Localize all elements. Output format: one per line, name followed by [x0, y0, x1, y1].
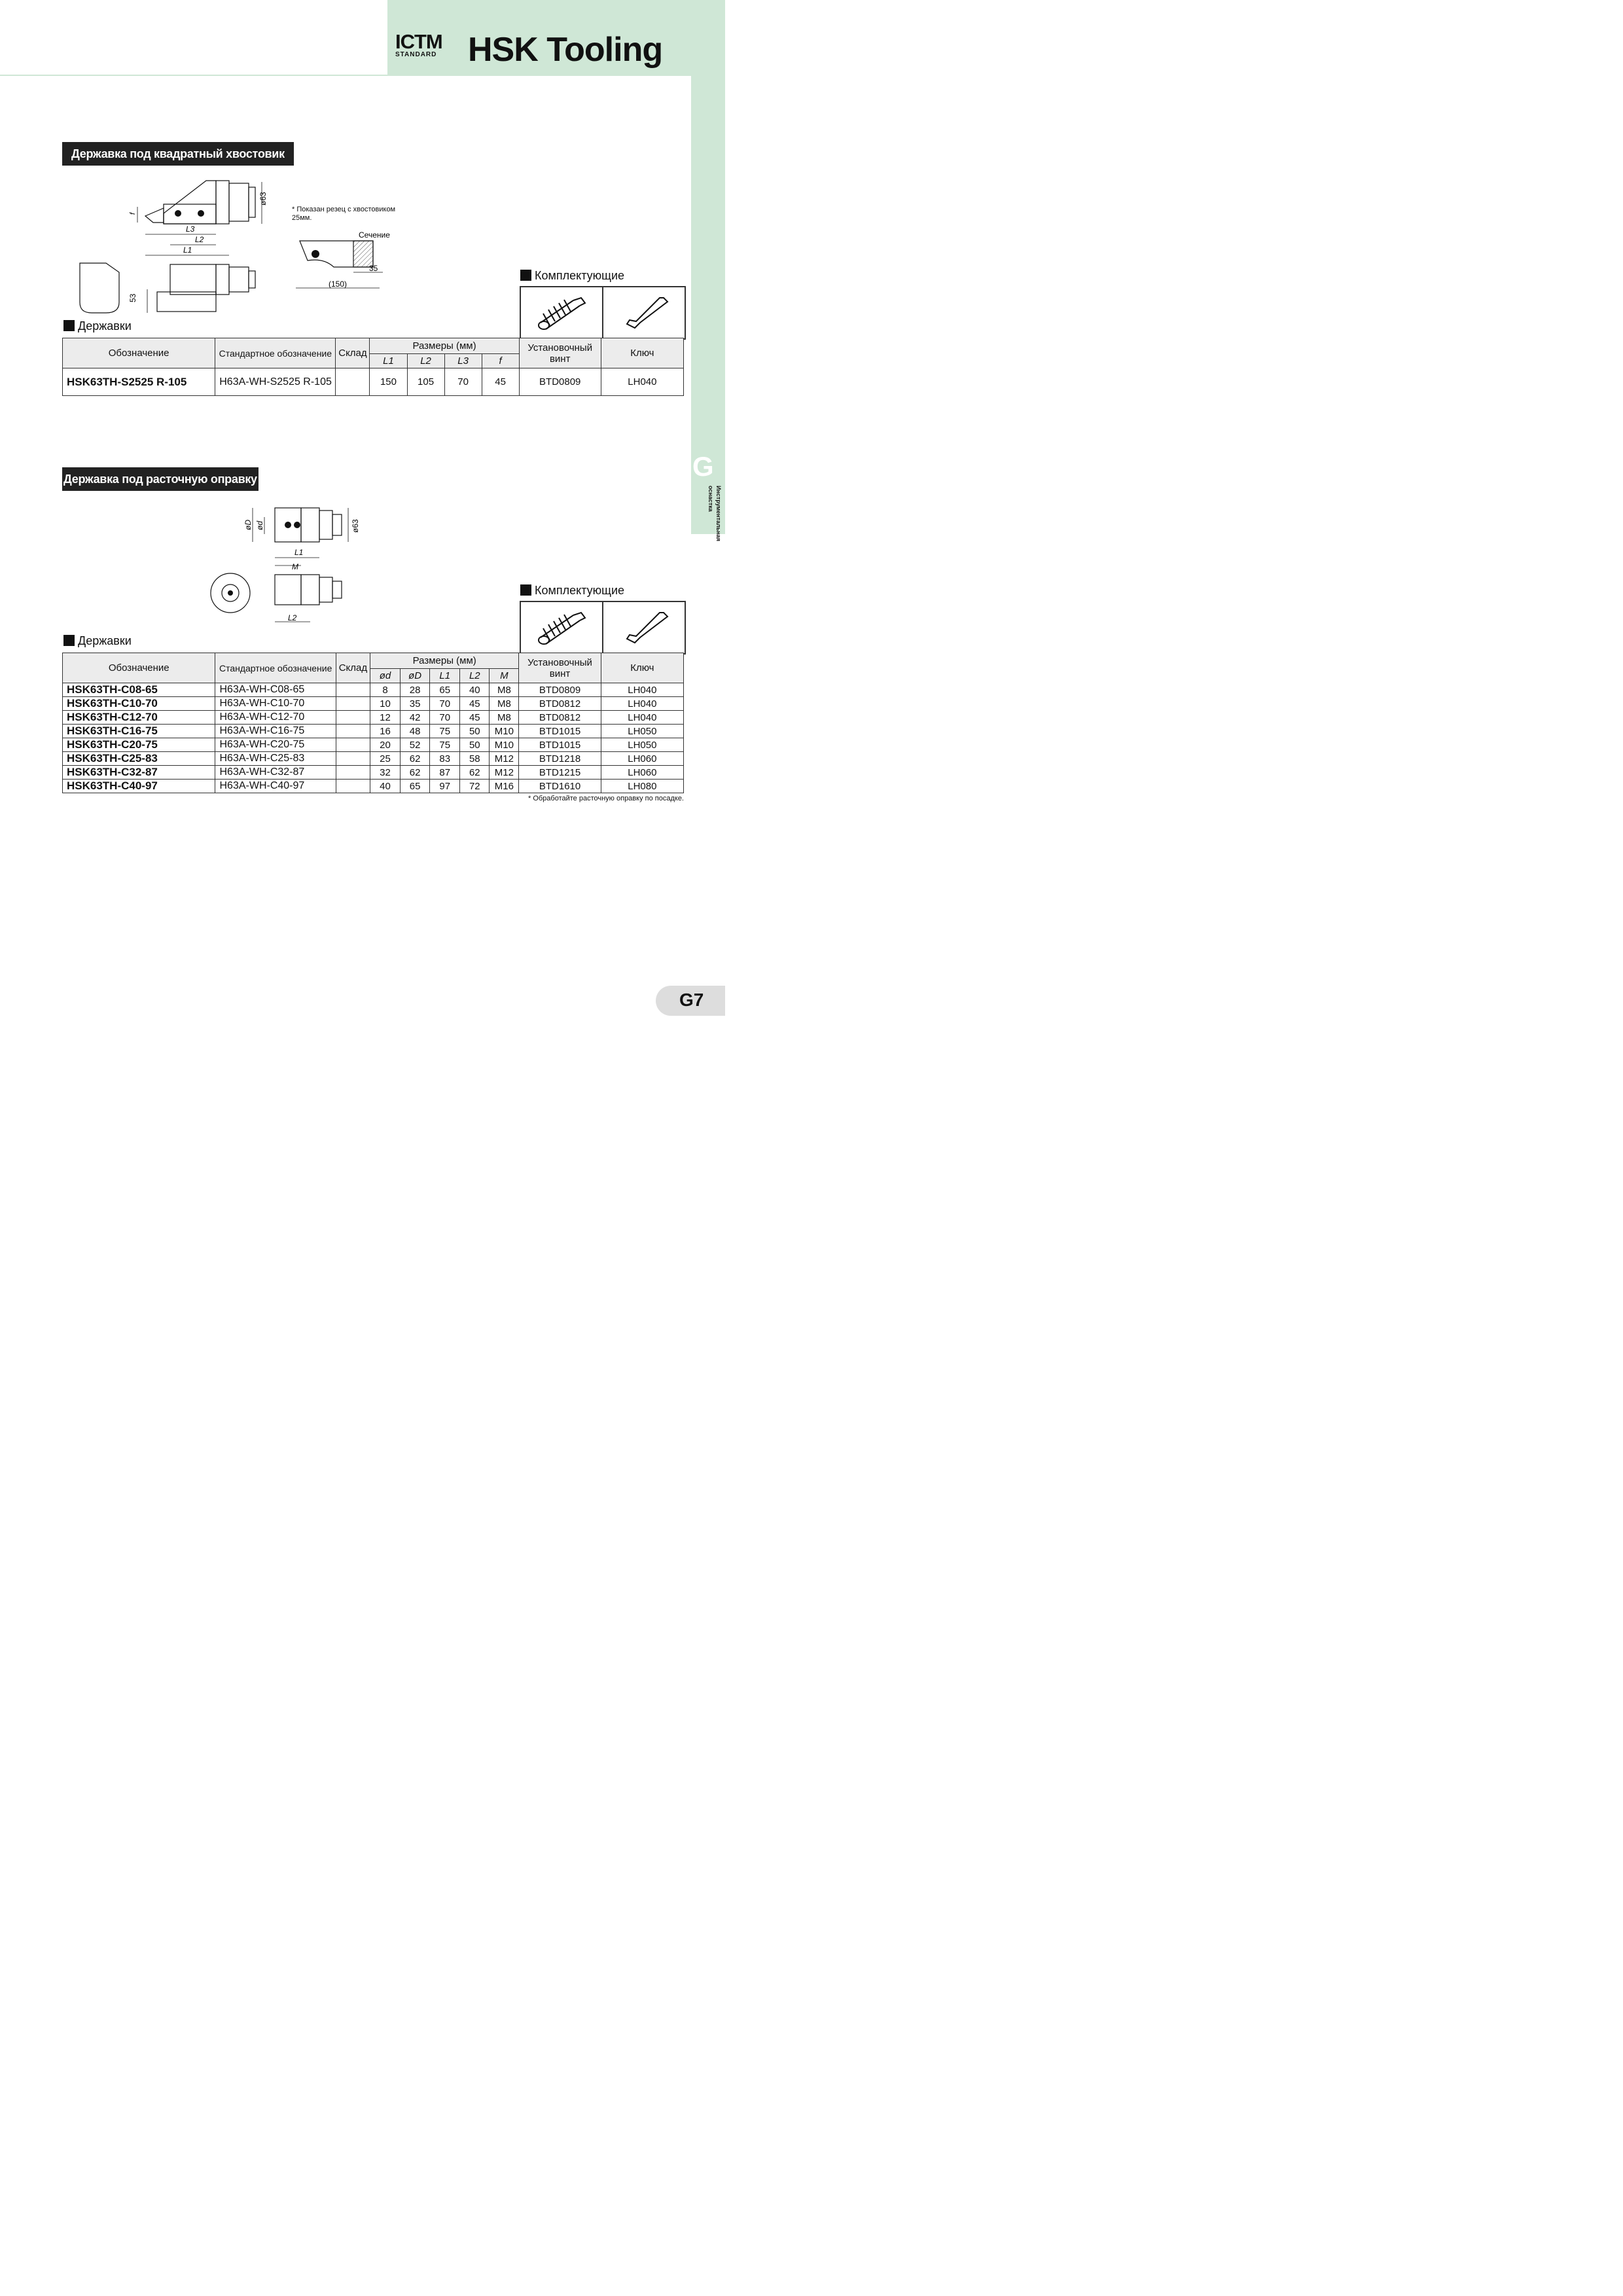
row-phi-d-inner: 32 — [370, 766, 400, 780]
row-key: LH050 — [601, 725, 683, 738]
row-phi-d-outer: 35 — [401, 697, 430, 711]
section-view-label: Сечение — [359, 230, 390, 240]
row-l2: 50 — [460, 725, 490, 738]
col-phi-d-outer: øD — [401, 669, 430, 683]
row-l2: 62 — [460, 766, 490, 780]
row-designation: HSK63TH-C40-97 — [63, 780, 215, 793]
row-m: M16 — [490, 780, 519, 793]
holders-table-1 — [62, 338, 684, 396]
brand-logo — [395, 30, 467, 59]
col-m: M — [490, 669, 519, 683]
table-row — [63, 766, 684, 780]
hex-key-icon — [619, 609, 671, 647]
row-phi-d-inner: 12 — [370, 711, 400, 725]
row-m: M12 — [490, 752, 519, 766]
col-std-designation: Стандартное обозначение — [215, 338, 336, 368]
table-row — [63, 752, 684, 766]
row-std-designation: H63A-WH-C40-97 — [215, 780, 336, 793]
row-designation: HSK63TH-C20-75 — [63, 738, 215, 752]
row-stock — [336, 738, 370, 752]
row-stock — [336, 683, 370, 697]
row-l2: 45 — [460, 711, 490, 725]
col-l1: L1 — [370, 354, 407, 368]
row-l2: 72 — [460, 780, 490, 793]
row-key: LH080 — [601, 780, 683, 793]
row-screw: BTD1015 — [519, 738, 601, 752]
row-phi-d-inner: 16 — [370, 725, 400, 738]
row-phi-d-outer: 48 — [401, 725, 430, 738]
dim-l2: L2 — [288, 613, 297, 622]
row-designation: HSK63TH-C25-83 — [63, 752, 215, 766]
row-std-designation: H63A-WH-C16-75 — [215, 725, 336, 738]
row-m: M8 — [490, 683, 519, 697]
row-designation: HSK63TH-C32-87 — [63, 766, 215, 780]
dim-l1: L1 — [294, 548, 304, 557]
dim-150: (150) — [329, 279, 348, 289]
table-row: HSK63TH-S2525 R-105 H63A-WH-S2525 R-105 150 105 70 45 BTD0809 LH040 — [63, 368, 684, 396]
accessory-images-2 — [520, 601, 686, 655]
row-key: LH060 — [601, 752, 683, 766]
row-screw: BTD0812 — [519, 711, 601, 725]
col-l2: L2 — [407, 354, 444, 368]
row-m: M10 — [490, 738, 519, 752]
row-std-designation: H63A-WH-C12-70 — [215, 711, 336, 725]
holders-table-2 — [62, 653, 684, 793]
col-l1: L1 — [430, 669, 460, 683]
row-screw: BTD1610 — [519, 780, 601, 793]
row-std-designation: H63A-WH-C20-75 — [215, 738, 336, 752]
dim-35: 35 — [369, 264, 378, 273]
col-l3: L3 — [444, 354, 482, 368]
row-phi-d-inner: 20 — [370, 738, 400, 752]
row-l1: 83 — [430, 752, 460, 766]
row-key: LH040 — [601, 711, 683, 725]
col-dimensions: Размеры (мм) — [370, 338, 519, 354]
row-l2: 50 — [460, 738, 490, 752]
col-stock: Склад — [336, 653, 370, 683]
col-l2: L2 — [460, 669, 490, 683]
row-phi-d-outer: 62 — [401, 752, 430, 766]
setscrew-icon — [537, 609, 589, 647]
dim-53: 53 — [128, 293, 137, 302]
table-row — [63, 711, 684, 725]
row-phi-d-outer: 65 — [401, 780, 430, 793]
col-screw: Установочный винт — [519, 653, 601, 683]
col-key: Ключ — [601, 338, 683, 368]
dim-l3: L3 — [186, 224, 195, 234]
square-shank-holder-drawing — [65, 174, 399, 318]
row-designation: HSK63TH-C08-65 — [63, 683, 215, 697]
row-screw: BTD1218 — [519, 752, 601, 766]
table-footnote: * Обработайте расточную оправку по посадке. — [527, 795, 684, 802]
col-screw: Установочный винт — [519, 338, 601, 368]
brand-bottom: STANDARD — [395, 51, 437, 58]
row-l1: 70 — [430, 711, 460, 725]
holders-heading-2: Державки — [63, 634, 132, 648]
accessory-images-1 — [520, 286, 686, 340]
row-key: LH040 — [601, 697, 683, 711]
row-std-designation: H63A-WH-C10-70 — [215, 697, 336, 711]
table-body — [63, 683, 684, 793]
brand-top: ICTM — [395, 30, 442, 53]
row-phi-d-inner: 10 — [370, 697, 400, 711]
row-screw: BTD0809 — [519, 683, 601, 697]
row-l2: 58 — [460, 752, 490, 766]
row-l1: 75 — [430, 738, 460, 752]
section1-title: Державка под квадратный хвостовик — [62, 142, 294, 166]
row-stock — [336, 697, 370, 711]
row-stock — [336, 752, 370, 766]
row-phi-d-outer: 62 — [401, 766, 430, 780]
row-phi-d-inner: 40 — [370, 780, 400, 793]
hex-key-icon — [619, 294, 671, 332]
row-phi-d-outer: 52 — [401, 738, 430, 752]
col-f: f — [482, 354, 519, 368]
table-row — [63, 683, 684, 697]
row-designation: HSK63TH-C10-70 — [63, 697, 215, 711]
row-designation: HSK63TH-C12-70 — [63, 711, 215, 725]
row-phi-d-inner: 8 — [370, 683, 400, 697]
col-dimensions: Размеры (мм) — [370, 653, 518, 669]
row-stock — [336, 780, 370, 793]
dim-phi63: ø63 — [351, 519, 360, 533]
row-key: LH050 — [601, 738, 683, 752]
row-stock — [336, 766, 370, 780]
dim-phi-d-outer: øD — [243, 520, 253, 530]
row-std-designation: H63A-WH-C08-65 — [215, 683, 336, 697]
section-tab-label: Инструментальная оснастка — [707, 486, 722, 542]
holders-heading-1: Державки — [63, 319, 132, 333]
row-screw: BTD1215 — [519, 766, 601, 780]
row-l2: 45 — [460, 697, 490, 711]
row-l1: 87 — [430, 766, 460, 780]
row-l1: 70 — [430, 697, 460, 711]
row-l1: 65 — [430, 683, 460, 697]
dim-l2: L2 — [195, 235, 204, 244]
col-stock: Склад — [336, 338, 370, 368]
col-key: Ключ — [601, 653, 683, 683]
section-letter: G — [692, 451, 714, 482]
table-row — [63, 725, 684, 738]
page-number: G7 — [679, 990, 704, 1010]
table-row — [63, 738, 684, 752]
row-std-designation: H63A-WH-C25-83 — [215, 752, 336, 766]
table-row — [63, 697, 684, 711]
row-l1: 75 — [430, 725, 460, 738]
dim-m: M — [292, 562, 298, 571]
row-stock — [336, 711, 370, 725]
row-phi-d-outer: 28 — [401, 683, 430, 697]
dim-l1: L1 — [183, 245, 192, 255]
table-row — [63, 780, 684, 793]
row-m: M10 — [490, 725, 519, 738]
row-screw: BTD1015 — [519, 725, 601, 738]
row-m: M12 — [490, 766, 519, 780]
col-designation: Обозначение — [63, 653, 215, 683]
col-phi-d-inner: ød — [370, 669, 400, 683]
row-std-designation: H63A-WH-C32-87 — [215, 766, 336, 780]
top-band — [0, 0, 387, 76]
row-key: LH060 — [601, 766, 683, 780]
row-screw: BTD0812 — [519, 697, 601, 711]
row-phi-d-inner: 25 — [370, 752, 400, 766]
dim-phi63: ø63 — [259, 192, 268, 206]
row-stock — [336, 725, 370, 738]
col-designation: Обозначение — [63, 338, 215, 368]
row-designation: HSK63TH-C16-75 — [63, 725, 215, 738]
boring-bar-holder-drawing — [196, 501, 373, 630]
row-key: LH040 — [601, 683, 683, 697]
col-std-designation: Стандартное обозначение — [215, 653, 336, 683]
dim-phi-d-inner: ød — [255, 520, 264, 530]
section2-title: Державка под расточную оправку — [62, 467, 259, 491]
accessories-heading-1: Комплектующие — [520, 268, 624, 283]
row-m: M8 — [490, 697, 519, 711]
page-number-tab — [656, 986, 725, 1016]
row-m: M8 — [490, 711, 519, 725]
page-title: HSK Tooling — [468, 31, 663, 69]
setscrew-icon — [537, 294, 589, 332]
accessories-heading-2: Комплектующие — [520, 583, 624, 598]
row-l1: 97 — [430, 780, 460, 793]
row-phi-d-outer: 42 — [401, 711, 430, 725]
shank-note: * Показан резец с хвостовиком 25мм. — [292, 206, 396, 222]
row-l2: 40 — [460, 683, 490, 697]
dim-f: f — [129, 212, 137, 215]
